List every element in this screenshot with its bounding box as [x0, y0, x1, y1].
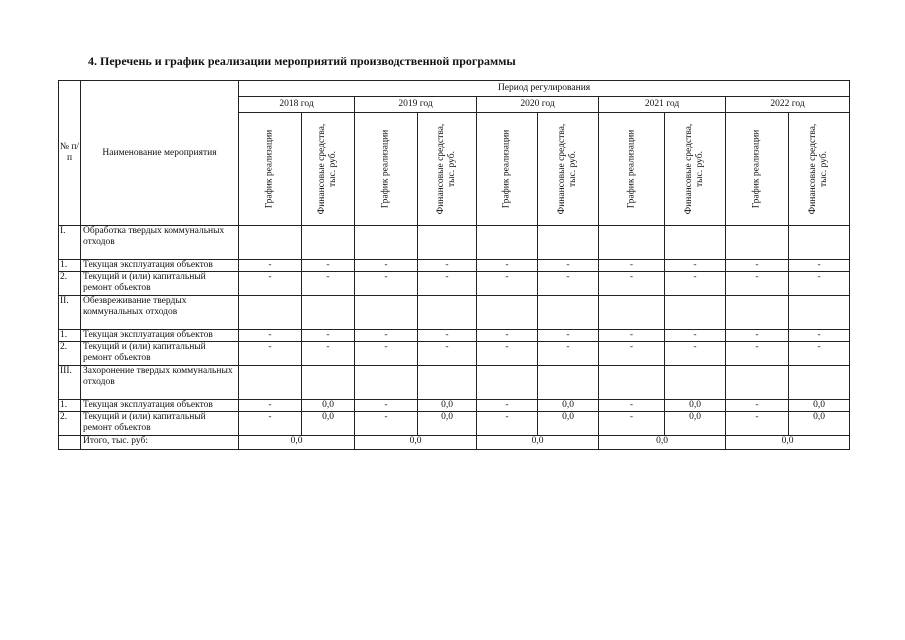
row-name: Текущий и (или) капитальный ремонт объектов — [81, 412, 239, 436]
empty-cell — [418, 296, 477, 330]
row-cell: - — [477, 330, 538, 342]
header-schedule: График реализации — [726, 113, 789, 226]
row-cell: - — [418, 342, 477, 366]
row-cell: - — [239, 260, 302, 272]
header-year: 2019 год — [355, 97, 477, 113]
empty-cell — [665, 296, 726, 330]
header-period: Период регулирования — [239, 81, 850, 97]
empty-cell — [789, 296, 850, 330]
header-year: 2021 год — [599, 97, 726, 113]
header-name: Наименование мероприятия — [81, 81, 239, 226]
empty-cell — [789, 226, 850, 260]
document-heading: 4. Перечень и график реализации мероприятий производственной программы — [88, 54, 516, 68]
row-cell: - — [726, 260, 789, 272]
row-cell: - — [538, 330, 599, 342]
row-cell: - — [665, 342, 726, 366]
total-label: Итого, тыс. руб: — [81, 436, 239, 450]
row-name: Захоронение твердых коммунальных отходов — [81, 366, 239, 400]
row-number: III. — [59, 366, 81, 400]
section-row — [59, 366, 850, 400]
empty-cell — [302, 366, 355, 400]
row-cell: 0,0 — [302, 412, 355, 436]
empty-cell — [477, 366, 538, 400]
row-cell: - — [726, 272, 789, 296]
empty-cell — [538, 226, 599, 260]
table-row — [59, 272, 850, 296]
row-name: Текущая эксплуатация объектов — [81, 330, 239, 342]
empty-cell — [355, 226, 418, 260]
empty-cell — [302, 226, 355, 260]
row-cell: 0,0 — [302, 400, 355, 412]
row-cell: - — [599, 412, 665, 436]
section-row — [59, 296, 850, 330]
row-cell: - — [239, 412, 302, 436]
empty-cell — [418, 226, 477, 260]
header-schedule: График реализации — [599, 113, 665, 226]
row-cell: - — [726, 342, 789, 366]
total-row — [59, 436, 850, 450]
header-year: 2022 год — [726, 97, 850, 113]
row-cell: 0,0 — [789, 400, 850, 412]
row-cell: - — [355, 330, 418, 342]
row-cell: - — [789, 330, 850, 342]
empty-cell — [418, 366, 477, 400]
header-finance: Финансовые средства, тыс. руб. — [538, 113, 599, 226]
row-cell: - — [355, 260, 418, 272]
section-row — [59, 226, 850, 260]
empty-cell — [665, 226, 726, 260]
empty-cell — [599, 296, 665, 330]
row-number: 2. — [59, 272, 81, 296]
row-cell: 0,0 — [418, 400, 477, 412]
row-cell: - — [726, 330, 789, 342]
row-cell: - — [538, 342, 599, 366]
row-cell: 0,0 — [789, 412, 850, 436]
row-cell: - — [239, 342, 302, 366]
total-value: 0,0 — [726, 436, 850, 450]
empty-cell — [477, 226, 538, 260]
empty-cell — [599, 366, 665, 400]
row-name: Обезвреживание твердых коммунальных отходов — [81, 296, 239, 330]
total-value: 0,0 — [239, 436, 355, 450]
row-number: 2. — [59, 412, 81, 436]
row-cell: - — [599, 330, 665, 342]
row-name: Текущая эксплуатация объектов — [81, 260, 239, 272]
table-row — [59, 330, 850, 342]
empty-cell — [355, 366, 418, 400]
total-value: 0,0 — [599, 436, 726, 450]
row-cell: - — [418, 330, 477, 342]
row-cell: - — [477, 260, 538, 272]
row-cell: - — [726, 400, 789, 412]
row-name: Текущая эксплуатация объектов — [81, 400, 239, 412]
empty-cell — [726, 226, 789, 260]
empty-cell — [355, 296, 418, 330]
row-cell: 0,0 — [538, 400, 599, 412]
header-year: 2018 год — [239, 97, 355, 113]
header-year: 2020 год — [477, 97, 599, 113]
row-cell: - — [302, 330, 355, 342]
row-cell: - — [355, 342, 418, 366]
row-cell: 0,0 — [665, 400, 726, 412]
empty-cell — [665, 366, 726, 400]
row-cell: 0,0 — [538, 412, 599, 436]
header-schedule: График реализации — [355, 113, 418, 226]
row-cell: - — [418, 260, 477, 272]
row-cell: - — [538, 272, 599, 296]
header-finance: Финансовые средства, тыс. руб. — [665, 113, 726, 226]
empty-cell — [599, 226, 665, 260]
table-row — [59, 260, 850, 272]
header-finance: Финансовые средства, тыс. руб. — [418, 113, 477, 226]
row-cell: - — [477, 272, 538, 296]
row-number: 1. — [59, 260, 81, 272]
empty-cell — [302, 296, 355, 330]
header-schedule: График реализации — [477, 113, 538, 226]
row-cell: - — [302, 342, 355, 366]
row-number: 1. — [59, 400, 81, 412]
empty-cell — [239, 296, 302, 330]
row-cell: - — [239, 330, 302, 342]
row-name: Текущий и (или) капитальный ремонт объектов — [81, 272, 239, 296]
header-finance: Финансовые средства, тыс. руб. — [789, 113, 850, 226]
row-cell: - — [599, 342, 665, 366]
row-number: 1. — [59, 330, 81, 342]
row-cell: - — [789, 272, 850, 296]
empty-cell — [789, 366, 850, 400]
row-cell: - — [599, 272, 665, 296]
row-cell: - — [477, 342, 538, 366]
row-cell: - — [239, 400, 302, 412]
row-cell: - — [355, 412, 418, 436]
row-cell: - — [477, 400, 538, 412]
program-schedule-table — [58, 80, 850, 450]
row-number: II. — [59, 296, 81, 330]
header-finance: Финансовые средства, тыс. руб. — [302, 113, 355, 226]
row-cell: - — [302, 260, 355, 272]
row-cell: - — [789, 342, 850, 366]
empty-cell — [726, 296, 789, 330]
empty-cell — [726, 366, 789, 400]
row-cell: 0,0 — [418, 412, 477, 436]
row-cell: - — [239, 272, 302, 296]
empty-cell — [477, 296, 538, 330]
total-value: 0,0 — [477, 436, 599, 450]
row-number: I. — [59, 226, 81, 260]
row-cell: - — [599, 260, 665, 272]
row-name: Обработка твердых коммунальных отходов — [81, 226, 239, 260]
row-cell: 0,0 — [665, 412, 726, 436]
row-cell: - — [665, 260, 726, 272]
table-row — [59, 342, 850, 366]
empty-cell — [239, 366, 302, 400]
total-value: 0,0 — [355, 436, 477, 450]
row-cell: - — [538, 260, 599, 272]
row-cell: - — [418, 272, 477, 296]
header-num: № п/п — [59, 81, 81, 226]
table-row — [59, 400, 850, 412]
empty-cell — [538, 366, 599, 400]
row-cell: - — [665, 272, 726, 296]
row-number: 2. — [59, 342, 81, 366]
header-schedule: График реализации — [239, 113, 302, 226]
row-cell: - — [665, 330, 726, 342]
empty-cell — [59, 436, 81, 450]
row-cell: - — [355, 272, 418, 296]
row-name: Текущий и (или) капитальный ремонт объектов — [81, 342, 239, 366]
empty-cell — [239, 226, 302, 260]
row-cell: - — [355, 400, 418, 412]
row-cell: - — [599, 400, 665, 412]
row-cell: - — [789, 260, 850, 272]
row-cell: - — [726, 412, 789, 436]
row-cell: - — [302, 272, 355, 296]
empty-cell — [538, 296, 599, 330]
table-row — [59, 412, 850, 436]
row-cell: - — [477, 412, 538, 436]
